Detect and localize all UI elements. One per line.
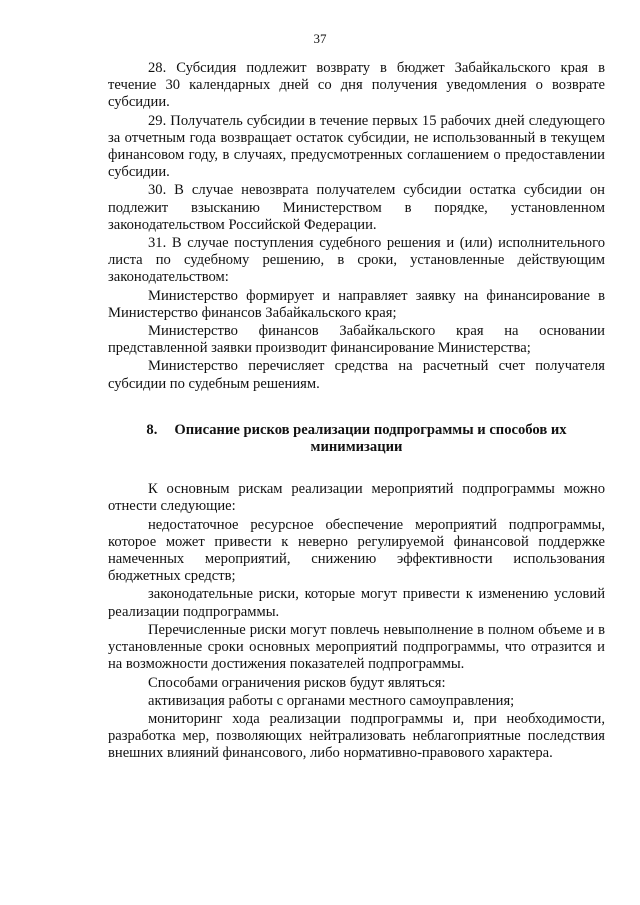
section-heading bbox=[108, 422, 605, 456]
section-number: 8. bbox=[146, 421, 158, 438]
paragraph-31: 31. В случае поступления судебного решения и (или) исполнительного листа по судебному решению, в сроки, установленные действующим законодательством: bbox=[108, 235, 605, 286]
paragraph-30: 30. В случае невозврата получателем субсидии остатка субсидии он подлежит взысканию Министерством в порядке, установленном законодательством Российской Федерации. bbox=[108, 182, 605, 233]
paragraph-ministry-transfer: Министерство перечисляет средства на расчетный счет получателя субсидии по судебным решениям. bbox=[108, 358, 605, 392]
paragraph-mitigation-intro: Способами ограничения рисков будут являться: bbox=[148, 674, 446, 691]
paragraph-mitigation-monitoring: мониторинг хода реализации подпрограммы и, при необходимости, разработка мер, позволяющих нейтрализовать неблагоприятные последствия внешних влияний финансового, либо нормативно-правового характера. bbox=[108, 710, 605, 762]
paragraph-mitigation-local: активизация работы с органами местного самоуправления; bbox=[148, 692, 515, 709]
page-number: 37 bbox=[313, 31, 327, 46]
paragraph-risk-legislative: законодательные риски, которые могут привести к изменению условий реализации подпрограммы. bbox=[108, 586, 605, 620]
paragraph-risk-consequences: Перечисленные риски могут повлечь невыполнение в полном объеме и в установленные сроки основных мероприятий подпрограммы, что отразится и на возможности достижения показателей подпрограммы. bbox=[108, 621, 605, 673]
paragraph-risk-resources: недостаточное ресурсное обеспечение мероприятий подпрограммы, которое может привести к неверно регулируемой финансовой поддержке намеченных мероприятий, снижению эффективности использования бюджетных средств; bbox=[108, 516, 605, 585]
paragraph-risks-intro: К основным рискам реализации мероприятий подпрограммы можно отнести следующие: bbox=[108, 481, 605, 515]
section-body bbox=[108, 481, 605, 762]
paragraph-finance-ministry: Министерство финансов Забайкальского края на основании представленной заявки производит финансирование Министерства; bbox=[108, 323, 605, 357]
page-content bbox=[108, 60, 605, 764]
paragraph-28: 28. Субсидия подлежит возврату в бюджет Забайкальского края в течение 30 календарных дней со дня получения уведомления о возврате субсидии. bbox=[108, 60, 605, 111]
section-title: Описание рисков реализации подпрограммы и способов их минимизации bbox=[174, 421, 567, 456]
paragraph-ministry-request: Министерство формирует и направляет заявку на финансирование в Министерство финансов Забайкальского края; bbox=[108, 287, 605, 321]
paragraph-29: 29. Получатель субсидии в течение первых 15 рабочих дней следующего за отчетным года возвращает остаток субсидии, не использованный в текущем финансовом году, в случаях, предусмотренных соглашением о предоставлении субсидии. bbox=[108, 112, 605, 181]
